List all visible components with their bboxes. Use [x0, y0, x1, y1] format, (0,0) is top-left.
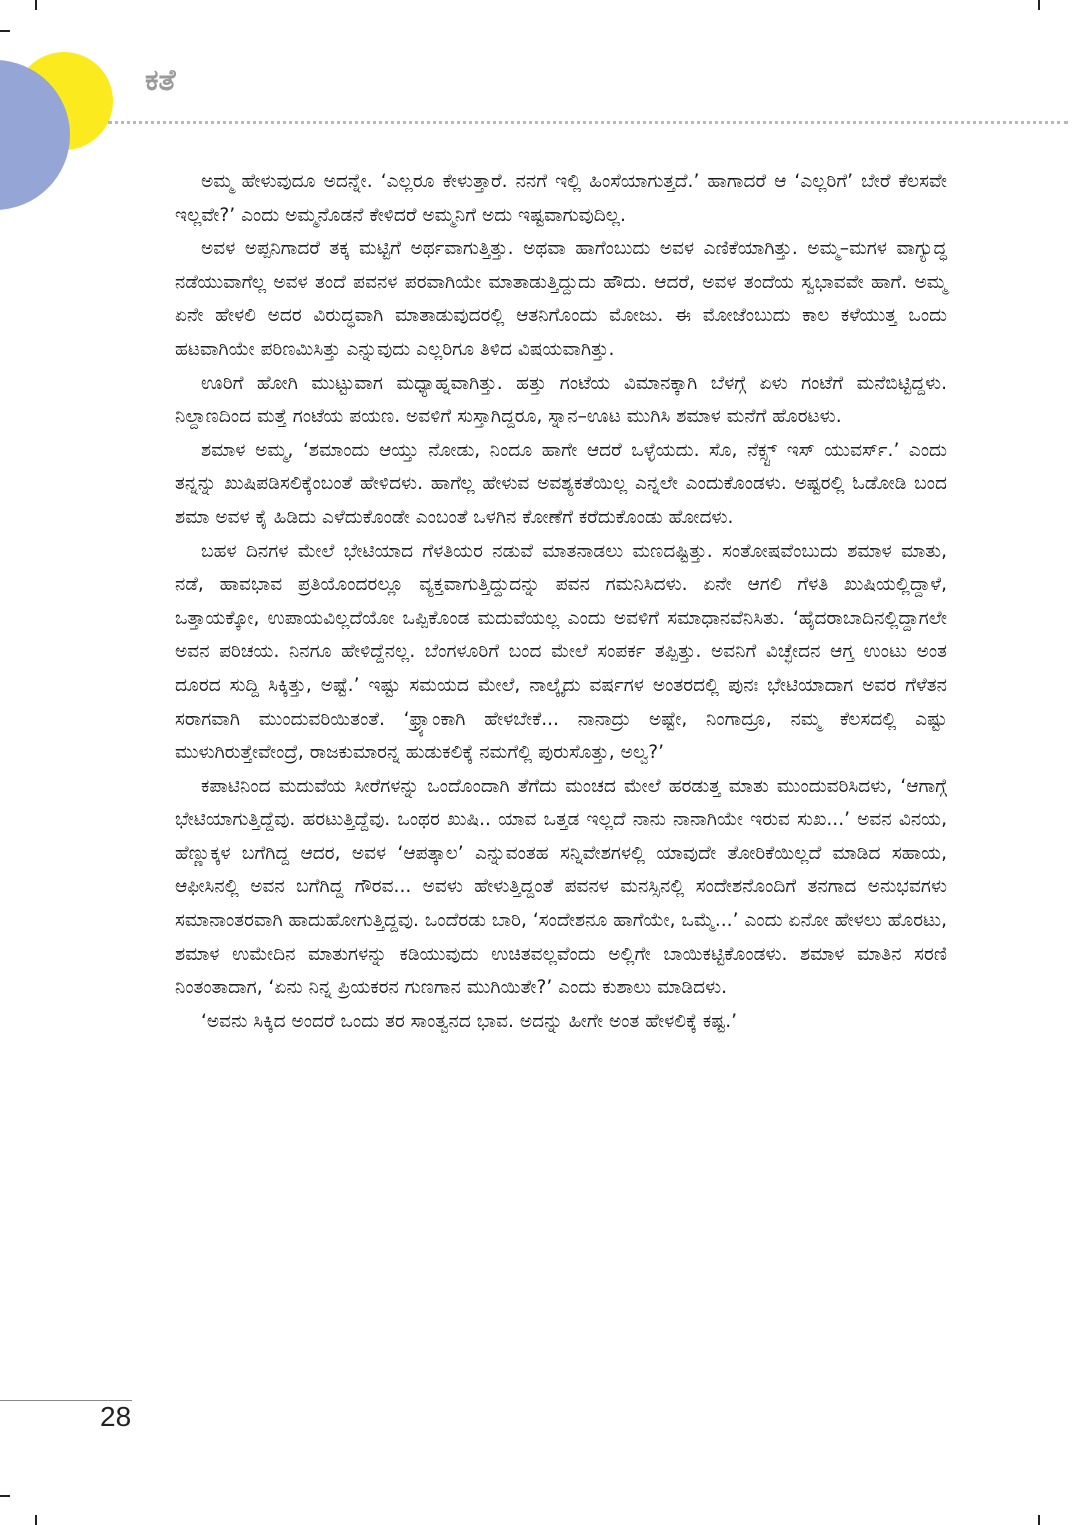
story-body	[175, 165, 947, 1038]
paragraph: ಊರಿಗೆ ಹೋಗಿ ಮುಟ್ಟುವಾಗ ಮಧ್ಯಾಹ್ನವಾಗಿತ್ತು. ಹತ್ತು ಗಂಟೆಯ ವಿಮಾನಕ್ಕಾಗಿ ಬೆಳಗ್ಗೆ ಏಳು ಗಂಟೆಗೆ ಮನೆಬಿಟ್ಟಿದ್ದಳು. ನಿಲ್ದಾಣದಿಂದ ಮತ್ತೆ ಗಂಟೆಯ ಪಯಣ. ಅವಳಿಗೆ ಸುಸ್ತಾಗಿದ್ದರೂ, ಸ್ನಾನ–ಊಟ ಮುಗಿಸಿ ಶಮಾಳ ಮನೆಗೆ ಹೊರಟಳು.	[175, 372, 947, 428]
crop-mark-bottom-left-vertical	[35, 1515, 37, 1525]
page-number: 28	[100, 1401, 132, 1432]
crop-mark-top-right-vertical	[1038, 0, 1040, 10]
header-dotted-rule	[108, 121, 1068, 124]
crop-mark-top-left-vertical	[35, 0, 37, 10]
section-title: ಕತೆ	[145, 63, 176, 98]
paragraph: ಅವಳ ಅಪ್ಪನಿಗಾದರೆ ತಕ್ಕ ಮಟ್ಟಿಗೆ ಅರ್ಥವಾಗುತ್ತಿತ್ತು. ಅಥವಾ ಹಾಗೆಂಬುದು ಅವಳ ಎಣಿಕೆಯಾಗಿತ್ತು. ಅಮ್ಮ–ಮಗಳ ವಾಗ್ಯುದ್ಧ ನಡೆಯುವಾಗೆಲ್ಲ ಅವಳ ತಂದೆ ಪವನಳ ಪರವಾಗಿಯೇ ಮಾತಾಡುತ್ತಿದ್ದುದು ಹೌದು. ಆದರೆ, ಅವಳ ತಂದೆಯ ಸ್ವಭಾವವೇ ಹಾಗೆ. ಅಮ್ಮ ಏನೇ ಹೇಳಲಿ ಅದರ ವಿರುದ್ಧವಾಗಿ ಮಾತಾಡುವುದರಲ್ಲಿ ಆತನಿಗೊಂದು ಮೋಜು. ಈ ಮೋಜೆಂಬುದು ಕಾಲ ಕಳೆಯುತ್ತ ಒಂದು ಹಟವಾಗಿಯೇ ಪರಿಣಮಿಸಿತ್ತು ಎನ್ನುವುದು ಎಲ್ಲರಿಗೂ ತಿಳಿದ ವಿಷಯವಾಗಿತ್ತು.	[175, 238, 947, 360]
paragraph: ಬಹಳ ದಿನಗಳ ಮೇಲೆ ಭೇಟಿಯಾದ ಗೆಳತಿಯರ ನಡುವೆ ಮಾತನಾಡಲು ಮಣದಷ್ಟಿತ್ತು. ಸಂತೋಷವೆಂಬುದು ಶಮಾಳ ಮಾತು, ನಡೆ, ಹಾವಭಾವ ಪ್ರತಿಯೊಂದರಲ್ಲೂ ವ್ಯಕ್ತವಾಗುತ್ತಿದ್ದುದನ್ನು ಪವನ ಗಮನಿಸಿದಳು. ಏನೇ ಆಗಲಿ ಗೆಳತಿ ಖುಷಿಯಲ್ಲಿದ್ದಾಳೆ, ಒತ್ತಾಯಕ್ಕೋ, ಉಪಾಯವಿಲ್ಲದೆಯೋ ಒಪ್ಪಿಕೊಂಡ ಮದುವೆಯಲ್ಲ ಎಂದು ಅವಳಿಗೆ ಸಮಾಧಾನವೆನಿಸಿತು. ‘ಹೈದರಾಬಾದಿನಲ್ಲಿದ್ದಾಗಲೇ ಅವನ ಪರಿಚಯ. ನಿನಗೂ ಹೇಳಿದ್ದೆನಲ್ಲ. ಬೆಂಗಳೂರಿಗೆ ಬಂದ ಮೇಲೆ ಸಂಪರ್ಕ ತಪ್ಪಿತ್ತು. ಅವನಿಗೆ ವಿಚ್ಛೇದನ ಆಗ್ತ ಉಂಟು ಅಂತ ದೂರದ ಸುದ್ದಿ ಸಿಕ್ಕಿತ್ತು, ಅಷ್ಟೆ.’ ಇಷ್ಟು ಸಮಯದ ಮೇಲೆ, ನಾಲ್ಕೈದು ವರ್ಷಗಳ ಅಂತರದಲ್ಲಿ ಪುನಃ ಭೇಟಿಯಾದಾಗ ಅವರ ಗೆಳೆತನ ಸರಾಗವಾಗಿ ಮುಂದುವರಿಯಿತಂತೆ. ‘ಫ್ರ್ಯಾಂಕಾಗಿ ಹೇಳಬೇಕೆ... ನಾನಾದ್ರು ಅಷ್ಟೇ, ನಿಂಗಾದ್ರೂ, ನಮ್ಮ ಕೆಲಸದಲ್ಲಿ ಎಷ್ಟು ಮುಳುಗಿರುತ್ತೇವೇಂದ್ರೆ, ರಾಜಕುಮಾರನ್ನ ಹುಡುಕಲಿಕ್ಕೆ ನಮಗೆಲ್ಲಿ ಪುರುಸೊತ್ತು, ಅಲ್ವ?’	[175, 540, 947, 764]
paragraph: ಕಪಾಟಿನಿಂದ ಮದುವೆಯ ಸೀರೆಗಳನ್ನು ಒಂದೊಂದಾಗಿ ತೆಗೆದು ಮಂಚದ ಮೇಲೆ ಹರಡುತ್ತ ಮಾತು ಮುಂದುವರಿಸಿದಳು, ‘ಆಗಾಗ್ಗೆ ಭೇಟಿಯಾಗುತ್ತಿದ್ದೆವು. ಹರಟುತ್ತಿದ್ದೆವು. ಒಂಥರ ಖುಷಿ.. ಯಾವ ಒತ್ತಡ ಇಲ್ಲದೆ ನಾನು ನಾನಾಗಿಯೇ ಇರುವ ಸುಖ...’ ಅವನ ವಿನಯ, ಹೆಣ್ಣುಕ್ಕಳ ಬಗೆಗಿದ್ದ ಆದರ, ಅವಳ ‘ಆಪತ್ಕಾಲ’ ಎನ್ನುವಂತಹ ಸನ್ನಿವೇಶಗಳಲ್ಲಿ ಯಾವುದೇ ತೋರಿಕೆಯಿಲ್ಲದೆ ಮಾಡಿದ ಸಹಾಯ, ಆಫೀಸಿನಲ್ಲಿ ಅವನ ಬಗೆಗಿದ್ದ ಗೌರವ... ಅವಳು ಹೇಳುತ್ತಿದ್ದಂತೆ ಪವನಳ ಮನಸ್ಸಿನಲ್ಲಿ ಸಂದೇಶನೊಂದಿಗೆ ತನಗಾದ ಅನುಭವಗಳು ಸಮಾನಾಂತರವಾಗಿ ಹಾದುಹೋಗುತ್ತಿದ್ದವು. ಒಂದೆರಡು ಬಾರಿ, ‘ಸಂದೇಶನೂ ಹಾಗೆಯೇ, ಒಮ್ಮೆ...’ ಎಂದು ಏನೋ ಹೇಳಲು ಹೊರಟು, ಶಮಾಳ ಉಮೇದಿನ ಮಾತುಗಳನ್ನು ಕಡಿಯುವುದು ಉಚಿತವಲ್ಲವೆಂದು ಅಲ್ಲಿಗೇ ಬಾಯಿಕಟ್ಟಿಕೊಂಡಳು. ಶಮಾಳ ಮಾತಿನ ಸರಣಿ ನಿಂತಂತಾದಾಗ, ‘ಏನು ನಿನ್ನ ಪ್ರಿಯಕರನ ಗುಣಗಾನ ಮುಗಿಯಿತೇ?’ ಎಂದು ಕುಶಾಲು ಮಾಡಿದಳು.	[175, 775, 947, 999]
crop-mark-bottom-right-vertical	[1038, 1515, 1040, 1525]
crop-mark-bottom-left	[0, 1495, 10, 1497]
crop-mark-top-left	[0, 30, 10, 32]
paragraph: ಅಮ್ಮ ಹೇಳುವುದೂ ಅದನ್ನೇ. ‘ಎಲ್ಲರೂ ಕೇಳುತ್ತಾರೆ. ನನಗೆ ಇಲ್ಲಿ ಹಿಂಸೆಯಾಗುತ್ತದೆ.’ ಹಾಗಾದರೆ ಆ ‘ಎಲ್ಲರಿಗೆ’ ಬೇರೆ ಕೆಲಸವೇ ಇಲ್ಲವೇ?’ ಎಂದು ಅಮ್ಮನೊಡನೆ ಕೇಳಿದರೆ ಅಮ್ಮನಿಗೆ ಅದು ಇಷ್ಟವಾಗುವುದಿಲ್ಲ.	[175, 171, 947, 226]
paragraph: ‘ಅವನು ಸಿಕ್ಕಿದ ಅಂದರೆ ಒಂದು ತರ ಸಾಂತ್ವನದ ಭಾವ. ಅದನ್ನು ಹೀಗೇ ಅಂತ ಹೇಳಲಿಕ್ಕೆ ಕಷ್ಟ.’	[201, 1010, 738, 1032]
paragraph: ಶಮಾಳ ಅಮ್ಮ, ‘ಶಮಾಂದು ಆಯ್ತು ನೋಡು, ನಿಂದೂ ಹಾಗೇ ಆದರೆ ಒಳ್ಳೆಯದು. ಸೊ, ನೆಕ್ಸ್ಟ್ ಇಸ್ ಯುವರ್ಸ್.’ ಎಂದು ತನ್ನನ್ನು ಖುಷಿಪಡಿಸಲಿಕ್ಕೆಂಬಂತೆ ಹೇಳಿದಳು. ಹಾಗೆಲ್ಲ ಹೇಳುವ ಅವಶ್ಯಕತೆಯಿಲ್ಲ ಎನ್ನಲೇ ಎಂದುಕೊಂಡಳು. ಅಷ್ಟರಲ್ಲಿ ಓಡೋಡಿ ಬಂದ ಶಮಾ ಅವಳ ಕೈ ಹಿಡಿದು ಎಳೆದುಕೊಂಡೇ ಎಂಬಂತೆ ಒಳಗಿನ ಕೋಣೆಗೆ ಕರೆದುಕೊಂಡು ಹೋದಳು.	[175, 439, 947, 528]
